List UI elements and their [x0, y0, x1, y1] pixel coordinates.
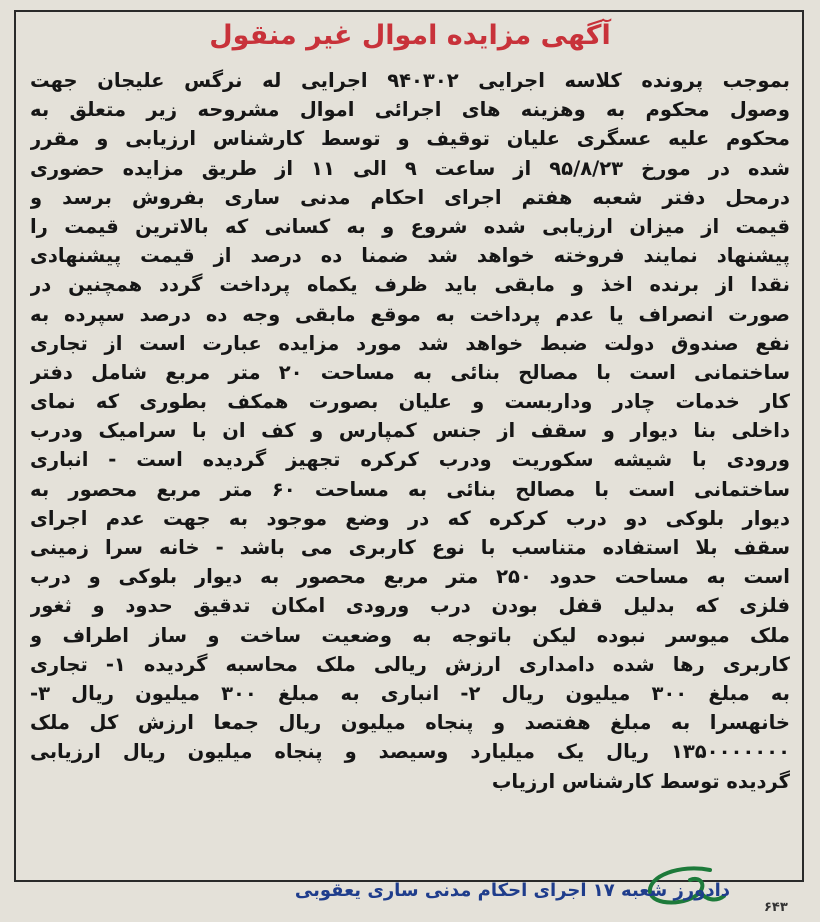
- body-line: شده در مورخ ۹۵/۸/۲۳ از ساعت ۹ الی ۱۱ از طریق مزایده حضوری: [30, 156, 790, 180]
- body-line: محکوم علیه عسگری علیان توقیف و توسط کارشناس ارزیابی و مقرر: [30, 127, 790, 151]
- notice-body: [30, 66, 790, 796]
- body-line: است به مساحت حدود ۲۵۰ متر مربع محصور به دیوار بلوکی و درب: [30, 565, 790, 589]
- body-line: درمحل دفتر شعبه هفتم اجرای احکام مدنی ساری بفروش برسد و: [30, 185, 790, 209]
- body-line: به مبلغ ۳۰۰ میلیون ریال ۲- انباری به مبلغ ۳۰۰ میلیون ریال ۳-: [30, 681, 790, 705]
- body-line: نقدا از برنده اخذ و مابقی باید ظرف یکماه پرداخت گردد همچنین در: [30, 273, 790, 297]
- body-line: کار خدمات چادر وداربست و علیان بصورت همکف بطوری که نمای: [30, 390, 790, 414]
- body-line: قیمت از میزان ارزیابی شده شروع و به کسانی که بالاترین قیمت را: [30, 214, 790, 238]
- body-line: گردیده توسط کارشناس ارزیاب: [491, 769, 790, 793]
- body-line: دیوار بلوکی دو درب کرکره که در وضع موجود به جهت عدم اجرای: [30, 506, 790, 530]
- body-line: پیشنهاد نمایند فروخته خواهد شد ضمنا ده درصد از قیمت پیشنهادی: [30, 244, 790, 268]
- body-line: فلزی که بدلیل قفل بودن درب ورودی امکان تدقیق حدود و ثغور: [30, 594, 790, 618]
- body-line: نفع صندوق دولت ضبط خواهد شد مورد مزایده عبارت است از تجاری: [30, 331, 790, 355]
- body-line: ساختمانی است با مصالح بنائی به مساحت ۲۰ متر مربع شامل دفتر: [30, 360, 790, 384]
- body-line: داخلی بنا دیوار و سقف از جنس کمپارس و کف ان با سرامیک ودرب: [30, 419, 790, 443]
- body-line: خانهسرا به مبلغ هفتصد و پنجاه میلیون ریال جمعا ارزش کل ملک: [30, 711, 790, 735]
- notice-title: آگهی مزایده اموال غیر منقول: [209, 20, 611, 51]
- body-line: ۱۳۵۰۰۰۰۰۰۰ ریال یک میلیارد وسیصد و پنجاه میلیون ریال ارزیابی: [30, 740, 790, 764]
- page-number: ۶۴۳: [764, 900, 788, 915]
- body-line: سقف بلا استفاده متناسب با نوع کاربری می باشد - خانه سرا زمینی: [30, 536, 790, 559]
- body-line: بموجب پرونده کلاسه اجرایی ۹۴۰۳۰۲ اجرایی له نرگس علیجان جهت: [30, 69, 790, 92]
- body-line: وصول محکوم به وهزینه های اجرائی اموال مشروحه زیر متعلق به: [30, 98, 790, 122]
- body-line: صورت انصراف یا عدم پرداخت به موقع مابقی وجه ده درصد سپرده به: [30, 302, 790, 326]
- body-line: ملک میوسر نبوده لیکن باتوجه به وضعیت ساخت و ساز اطراف و: [30, 623, 790, 647]
- body-line: ورودی با شیشه سکوریت ودرب کرکره تجهیز گردیده است - انباری: [30, 448, 790, 472]
- body-line: ساختمانی است با مصالح بنائی به مساحت ۶۰ متر مربع محصور به: [30, 477, 790, 501]
- signature-line: دادورز شعبه ۱۷ اجرای احکام مدنی ساری یعقوبی: [294, 880, 730, 901]
- body-line: کاربری رها شده دامداری ارزش ریالی ملک محاسبه گردیده ۱- تجاری: [30, 652, 790, 676]
